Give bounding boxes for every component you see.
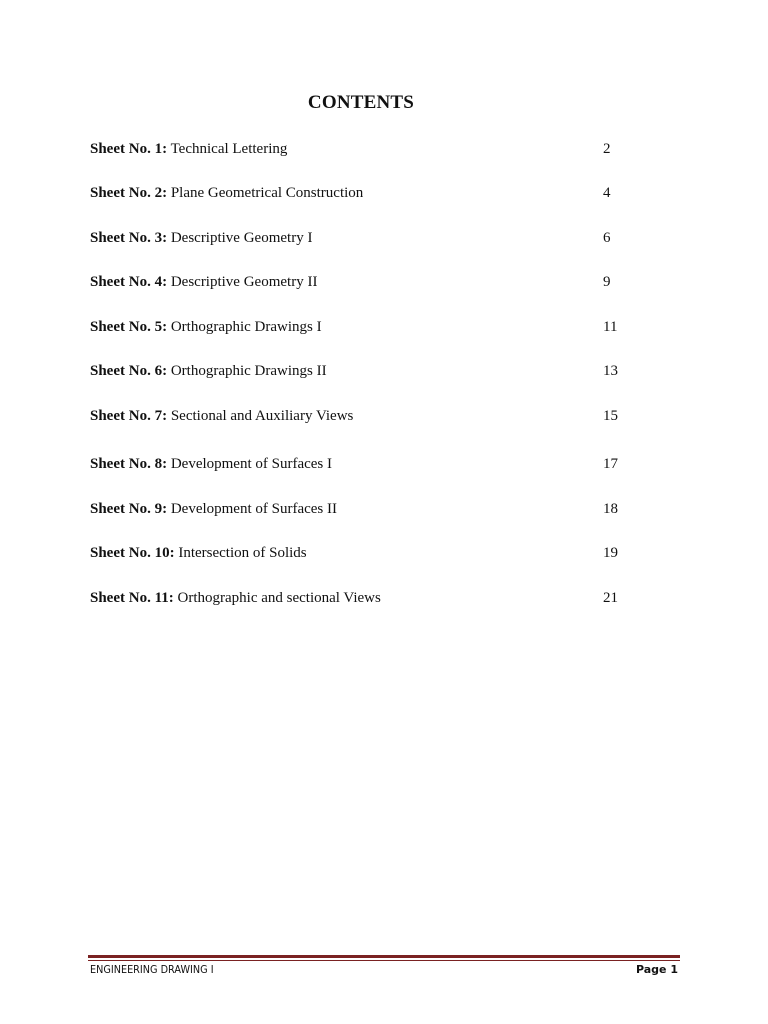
toc-page-number: 13 [603,363,618,379]
toc-entry-label [90,542,307,564]
toc-sheet-number: Sheet No. 3: [90,230,168,246]
toc-entry [90,271,630,293]
toc-sheet-title: Technical Lettering [170,141,288,157]
toc-page-number: 15 [603,408,618,424]
toc-entry-label [90,182,363,204]
toc-entry [90,182,630,204]
toc-sheet-title: Orthographic and sectional Views [177,590,381,606]
toc-sheet-title: Plane Geometrical Construction [170,185,364,201]
toc-sheet-number: Sheet No. 9: [90,501,168,517]
toc-page-number: 17 [603,456,618,472]
toc-entry-label [90,271,317,293]
toc-page-number: 19 [603,545,618,561]
toc-sheet-title: Development of Surfaces II [170,501,338,517]
toc-entry [90,360,630,382]
toc-sheet-title: Descriptive Geometry II [170,274,318,290]
toc-entry [90,138,630,160]
toc-sheet-number: Sheet No. 5: [90,319,168,335]
toc-entry-label [90,405,353,427]
toc-sheet-title: Orthographic Drawings II [170,363,327,379]
toc-sheet-number: Sheet No. 2: [90,185,168,201]
toc-page-number: 21 [603,590,618,606]
toc-page-number: 6 [603,230,611,246]
toc-sheet-title: Orthographic Drawings I [170,319,322,335]
toc-entry-label [90,498,337,520]
toc-entry-label [90,227,312,249]
toc-entry-label [90,360,327,382]
toc-sheet-number: Sheet No. 7: [90,408,168,424]
toc-entry-label [90,138,287,160]
toc-sheet-number: Sheet No. 6: [90,363,168,379]
footer-page-number: Page 1 [635,963,678,976]
toc-sheet-title: Development of Surfaces I [170,456,333,472]
toc-sheet-title: Descriptive Geometry I [170,230,313,246]
toc-entry [90,405,630,427]
toc-entry-label [90,453,332,475]
toc-sheet-number: Sheet No. 4: [90,274,168,290]
toc-entry-label [90,316,322,338]
toc-entry [90,316,630,338]
toc-entry [90,453,630,475]
footer-document-title: ENGINEERING DRAWING I [90,963,214,976]
toc-page-number: 11 [603,319,618,335]
toc-page-number: 9 [603,274,611,290]
toc-entry [90,498,630,520]
toc-sheet-number: Sheet No. 10: [90,545,175,561]
toc-entry [90,227,630,249]
footer-rule [88,955,680,958]
toc-sheet-title: Sectional and Auxiliary Views [170,408,354,424]
toc-sheet-title: Intersection of Solids [178,545,307,561]
page-title: CONTENTS [307,92,415,113]
toc-entry [90,587,630,609]
toc-sheet-number: Sheet No. 11: [90,590,174,606]
toc-page-number: 2 [603,141,611,157]
toc-page-number: 4 [603,185,611,201]
toc-sheet-number: Sheet No. 8: [90,456,168,472]
toc-page-number: 18 [603,501,618,517]
toc-entry [90,542,630,564]
toc-entry-label [90,587,381,609]
toc-sheet-number: Sheet No. 1: [90,141,168,157]
footer-rule-thin [88,960,680,961]
